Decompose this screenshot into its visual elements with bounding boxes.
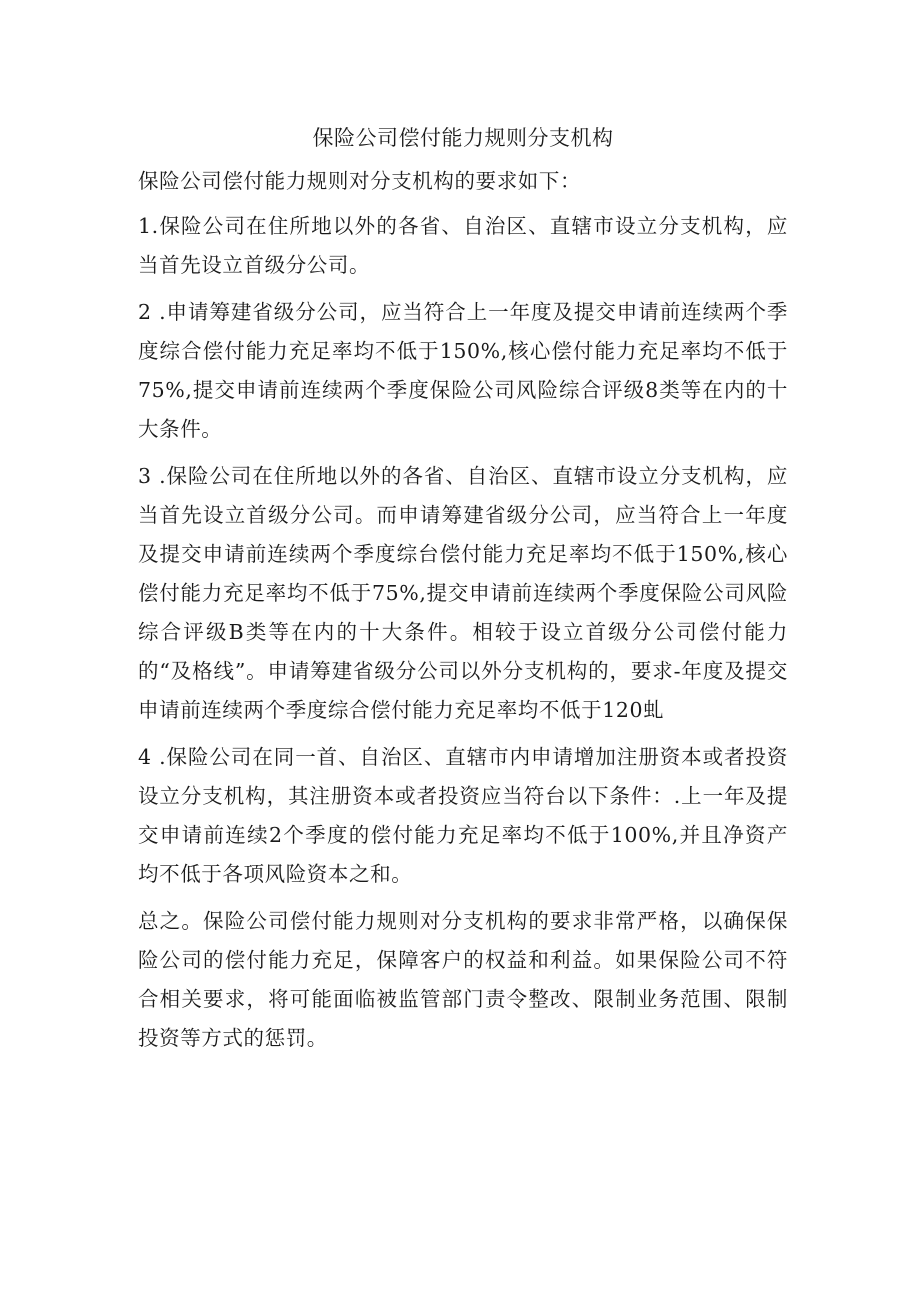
document-page (138, 118, 788, 1066)
paragraph-1: 1.保险公司在住所地以外的各省、自治区、直辖市设立分支机构，应当首先设立首级分公司。 (138, 214, 788, 277)
paragraph-3: 3 .保险公司在住所地以外的各省、自治区、直辖市设立分支机构，应当首先设立首级分公司。而申请筹建省级分公司，应当符合上一年度及提交申请前连续两个季度综台偿付能力充足率均不低于150%,核心偿付能力充足率均不低于75%,提交申请前连续两个季度保险公司风险综合评级B类等在内的十大条件。相较于设立首级分公司偿付能力的“及格线”。申请筹建省级分公司以外分支机构的，要求-年度及提交申请前连续两个季度综合偿付能力充足率均不低于120虬 (138, 464, 788, 722)
paragraph-4: 4 .保险公司在同一首、自治区、直辖市内申请增加注册资本或者投资设立分支机构，其注册资本或者投资应当符台以下条件：.上一年及提交申请前连续2个季度的偿付能力充足率均不低于100%,并且净资产均不低于各项风险资本之和。 (138, 745, 788, 886)
paragraph-2: 2 .申请筹建省级分公司，应当符合上一年度及提交申请前连续两个季度综合偿付能力充足率均不低于150%,核心偿付能力充足率均不低于75%,提交申请前连续两个季度保险公司风险综合评级8类等在内的十大条件。 (138, 300, 788, 441)
intro-paragraph: 保险公司偿付能力规则对分支机构的要求如下： (138, 169, 582, 193)
conclusion-paragraph: 总之。保险公司偿付能力规则对分支机构的要求非常严格，以确保保险公司的偿付能力充足，保障客户的权益和利益。如果保险公司不符合相关要求，将可能面临被监管部门责令整改、限制业务范围、限制投资等方式的惩罚。 (138, 909, 788, 1050)
document-title: 保险公司偿付能力规则分支机构 (312, 126, 614, 150)
